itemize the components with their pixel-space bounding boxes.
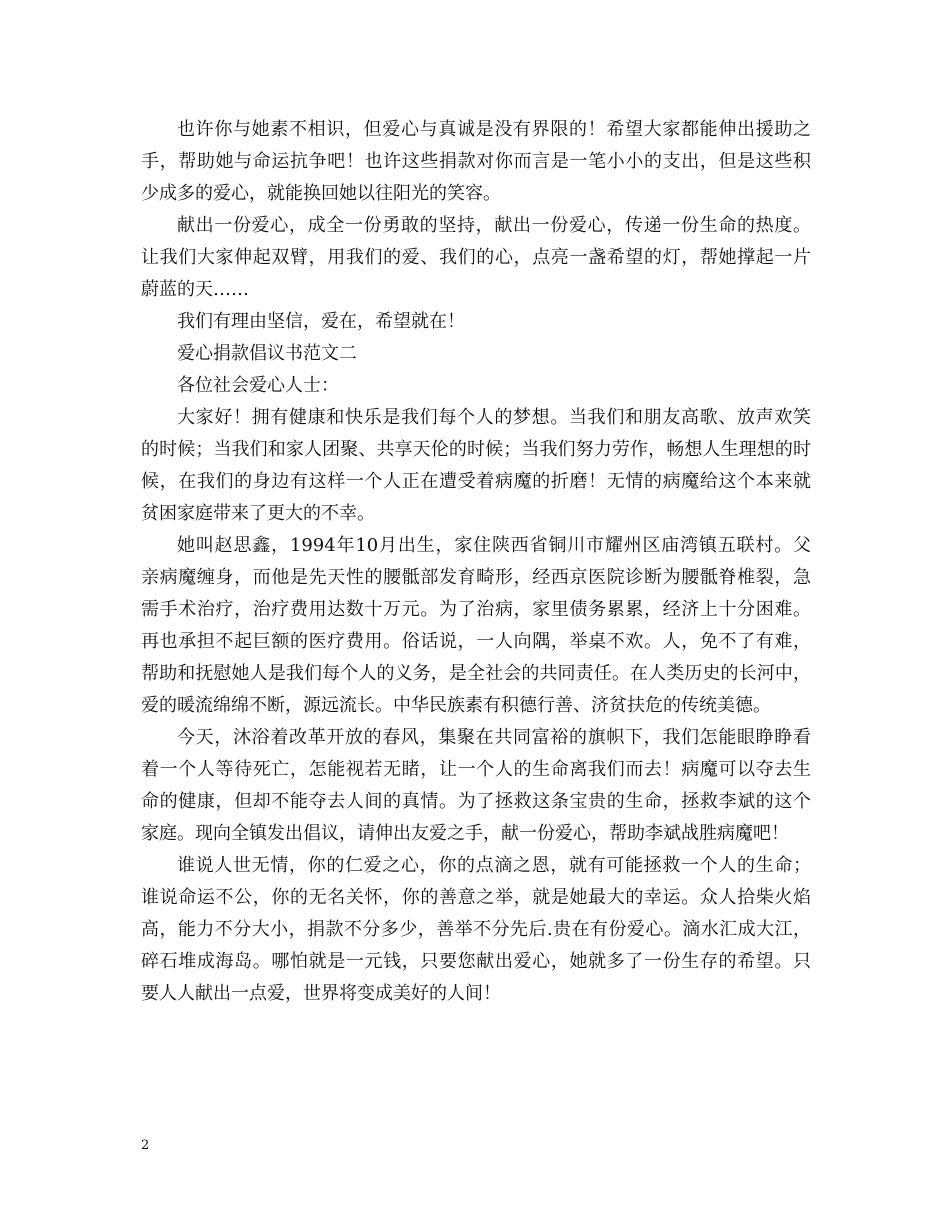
text-line: 也许你与她素不相识，但爱心与真诚是没有界限的！希望大家都能伸出援助之 [177,119,811,140]
text-line: 各位社会爱心人士： [177,375,339,396]
text-line: 要人人献出一点爱，世界将变成美好的人间！ [141,983,501,1004]
text-line: 的时候；当我们和家人团聚、共享天伦的时候；当我们努力劳作，畅想人生理想的时 [141,439,811,460]
text-line: 大家好！拥有健康和快乐是我们每个人的梦想。当我们和朋友高歌、放声欢笑 [177,407,811,428]
text-line: 高，能力不分大小，捐款不分多少，善举不分先后.贵在有份爱心。滴水汇成大江， [141,919,811,940]
text-line: 候，在我们的身边有这样一个人正在遭受着病魔的折磨！无情的病魔给这个本来就 [141,471,811,492]
text-line: 手，帮助她与命运抗争吧！也许这些捐款对你而言是一笔小小的支出，但是这些积 [141,151,811,172]
text-line: 需手术治疗，治疗费用达数十万元。为了治病，家里债务累累，经济上十分困难。 [141,599,811,620]
text-line: 着一个人等待死亡，怎能视若无睹，让一个人的生命离我们而去！病魔可以夺去生 [141,759,811,780]
text-line: 爱的暖流绵绵不断，源远流长。中华民族素有积德行善、济贫扶危的传统美德。 [141,695,771,716]
text-line: 亲病魔缠身，而他是先天性的腰骶部发育畸形，经西京医院诊断为腰骶脊椎裂，急 [141,567,811,588]
text-line: 命的健康，但却不能夺去人间的真情。为了拯救这条宝贵的生命，拯救李斌的这个 [141,791,811,812]
text-line: 少成多的爱心，就能换回她以往阳光的笑容。 [141,183,501,204]
text-line: 今天，沐浴着改革开放的春风，集聚在共同富裕的旗帜下，我们怎能眼睁睁看 [177,727,811,748]
page-number: 2 [141,1138,150,1153]
document-body [141,114,811,1010]
text-line: 再也承担不起巨额的医疗费用。俗话说，一人向隅，举桌不欢。人，免不了有难， [141,631,811,652]
text-line: 爱心捐款倡议书范文二 [177,343,357,364]
text-line: 献出一份爱心，成全一份勇敢的坚持，献出一份爱心，传递一份生命的热度。 [177,215,811,236]
text-line: 蔚蓝的天…… [141,279,249,300]
text-line: 家庭。现向全镇发出倡议，请伸出友爱之手，献一份爱心，帮助李斌战胜病魔吧！ [141,823,789,844]
text-line: 我们有理由坚信，爱在，希望就在！ [177,311,465,332]
text-line: 她叫赵思鑫，1994年10月出生，家住陕西省铜川市耀州区庙湾镇五联村。父 [177,535,811,556]
text-line: 碎石堆成海岛。哪怕就是一元钱，只要您献出爱心，她就多了一份生存的希望。只 [141,951,811,972]
text-line: 帮助和抚慰她人是我们每个人的义务，是全社会的共同责任。在人类历史的长河中， [141,663,811,684]
text-line: 谁说人世无情，你的仁爱之心，你的点滴之恩，就有可能拯救一个人的生命； [177,855,811,876]
text-line: 让我们大家伸起双臂，用我们的爱、我们的心，点亮一盏希望的灯，帮她撑起一片 [141,247,811,268]
text-line: 贫困家庭带来了更大的不幸。 [141,503,375,524]
text-line: 谁说命运不公，你的无名关怀，你的善意之举，就是她最大的幸运。众人拾柴火焰 [141,887,811,908]
